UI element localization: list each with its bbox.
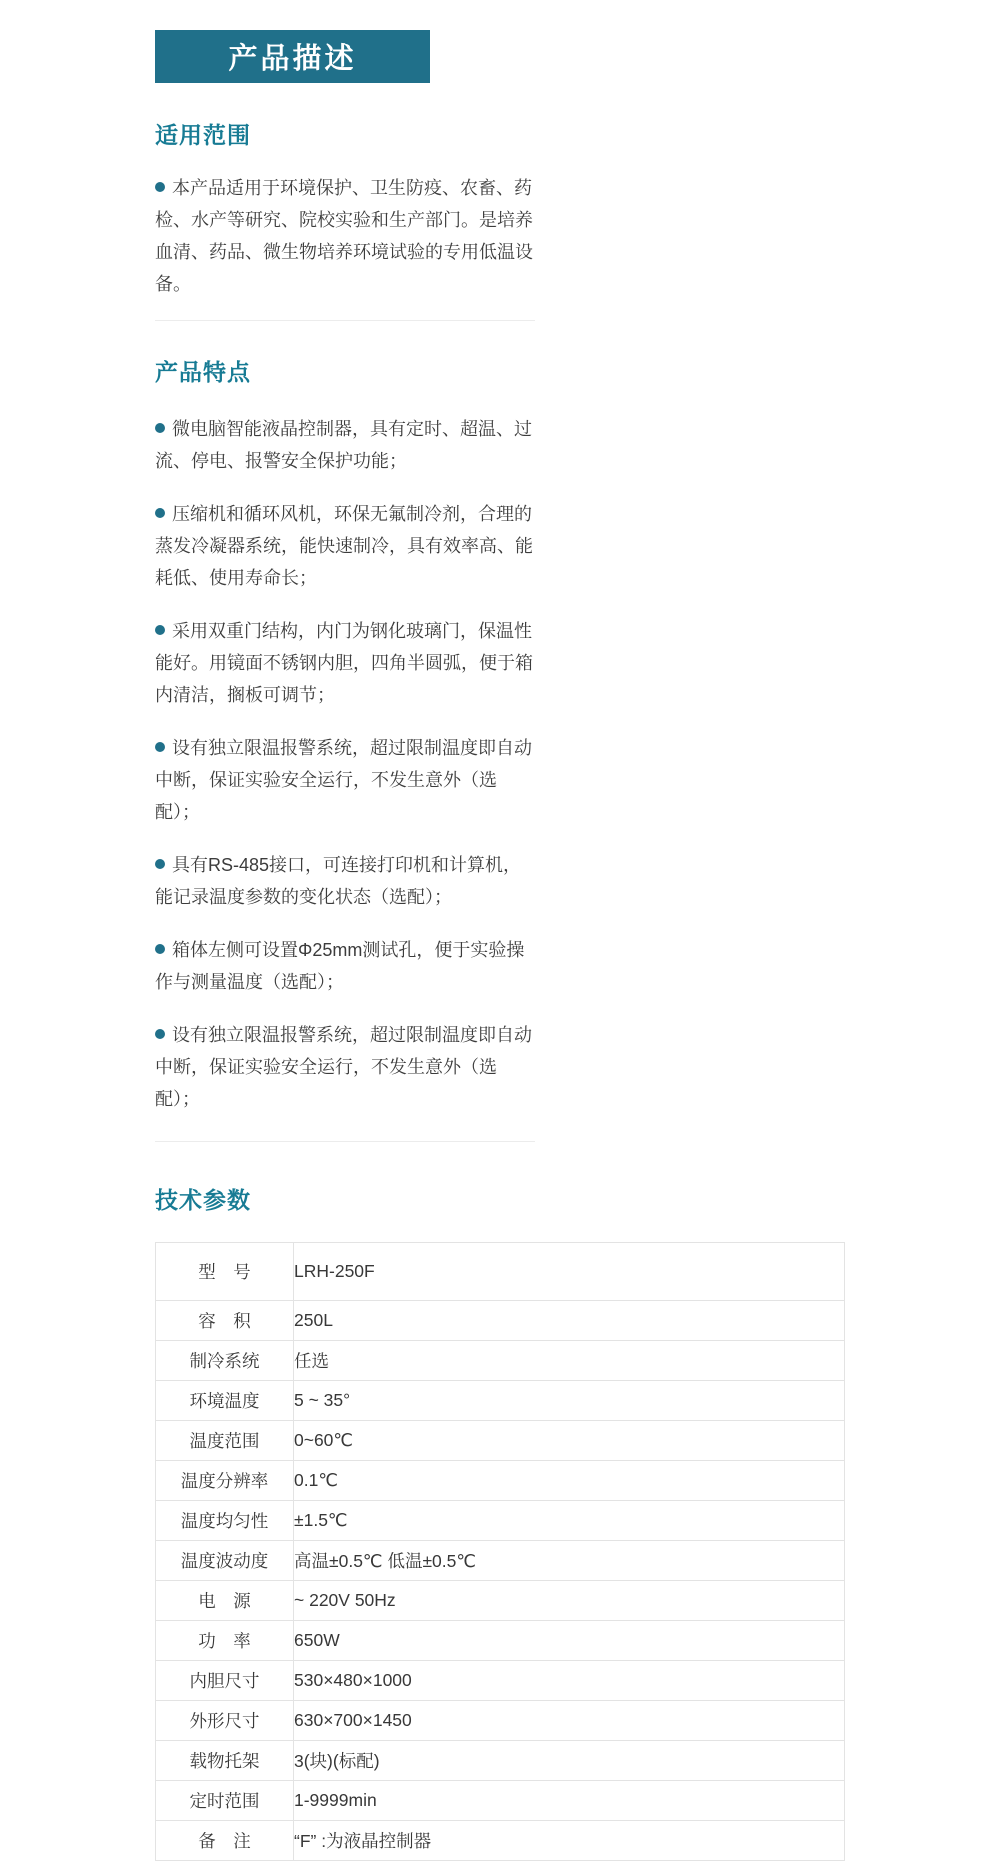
table-row [156,1701,845,1741]
feature-item [155,849,535,913]
spec-value: 250L [294,1301,845,1341]
spec-label: 载物托架 [156,1741,294,1781]
section-heading-features: 产品特点 [155,359,251,385]
bullet-icon [155,423,165,433]
feature-text: 设有独立限温报警系统，超过限制温度即自动中断，保证实验安全运行，不发生意外（选配）； [155,1025,532,1109]
spec-value: 530×480×1000 [294,1661,845,1701]
section-divider [155,1141,535,1142]
table-row [156,1381,845,1421]
feature-text: 压缩机和循环风机，环保无氟制冷剂，合理的蒸发冷凝器系统，能快速制冷，具有效率高、能耗低、使用寿命长； [155,504,533,588]
bullet-icon [155,182,165,192]
spec-value: 0~60℃ [294,1421,845,1461]
feature-text: 设有独立限温报警系统，超过限制温度即自动中断，保证实验安全运行，不发生意外（选配）； [155,738,532,822]
spec-value: 任选 [294,1341,845,1381]
section-heading-scope: 适用范围 [155,122,251,148]
table-row [156,1243,845,1301]
spec-value: 650W [294,1621,845,1661]
spec-value: 1-9999min [294,1781,845,1821]
bullet-icon [155,742,165,752]
spec-label: 功 率 [156,1621,294,1661]
spec-value: 630×700×1450 [294,1701,845,1741]
section-divider [155,320,535,321]
spec-value: 高温±0.5℃ 低温±0.5℃ [294,1541,845,1581]
spec-value: LRH-250F [294,1243,845,1301]
bullet-icon [155,508,165,518]
spec-label: 备 注 [156,1821,294,1861]
badge-title: 产品描述 [228,43,357,75]
table-row [156,1621,845,1661]
spec-label: 温度波动度 [156,1541,294,1581]
feature-item [155,413,535,477]
product-description-badge [155,30,430,83]
spec-value: 0.1℃ [294,1461,845,1501]
table-row [156,1661,845,1701]
bullet-icon [155,859,165,869]
feature-item [155,1019,535,1115]
spec-label: 内胆尺寸 [156,1661,294,1701]
spec-label: 电 源 [156,1581,294,1621]
spec-value: “F” :为液晶控制器 [294,1821,845,1861]
feature-item [155,934,535,998]
feature-text: 具有RS-485接口，可连接打印机和计算机，能记录温度参数的变化状态（选配）； [155,855,522,907]
feature-item [155,615,535,711]
feature-text: 微电脑智能液晶控制器，具有定时、超温、过流、停电、报警安全保护功能； [155,419,532,471]
spec-label: 温度均匀性 [156,1501,294,1541]
feature-text: 箱体左侧可设置Φ25mm测试孔，便于实验操作与测量温度（选配）； [155,940,525,992]
feature-text: 采用双重门结构，内门为钢化玻璃门，保温性能好。用镜面不锈钢内胆，四角半圆弧，便于箱内清洁，搁板可调节； [155,621,533,705]
table-row [156,1581,845,1621]
spec-label: 定时范围 [156,1781,294,1821]
table-row [156,1821,845,1861]
spec-label: 容 积 [156,1301,294,1341]
features-list [155,413,535,1115]
spec-value: 3(块)(标配) [294,1741,845,1781]
table-row [156,1341,845,1381]
table-row [156,1461,845,1501]
spec-label: 外形尺寸 [156,1701,294,1741]
scope-paragraph [155,172,535,300]
bullet-icon [155,944,165,954]
section-heading-specs: 技术参数 [155,1187,251,1213]
table-row [156,1501,845,1541]
bullet-icon [155,1029,165,1039]
spec-label: 环境温度 [156,1381,294,1421]
table-row [156,1301,845,1341]
spec-label: 温度范围 [156,1421,294,1461]
specs-table [155,1242,845,1861]
bullet-icon [155,625,165,635]
spec-label: 温度分辨率 [156,1461,294,1501]
spec-label: 型 号 [156,1243,294,1301]
feature-item [155,732,535,828]
spec-label: 制冷系统 [156,1341,294,1381]
spec-value: ±1.5℃ [294,1501,845,1541]
feature-item [155,498,535,594]
table-row [156,1741,845,1781]
spec-value: ~ 220V 50Hz [294,1581,845,1621]
table-row [156,1781,845,1821]
spec-value: 5 ~ 35° [294,1381,845,1421]
table-row [156,1421,845,1461]
scope-text: 本产品适用于环境保护、卫生防疫、农畜、药检、水产等研究、院校实验和生产部门。是培养血清、药品、微生物培养环境试验的专用低温设备。 [155,178,533,294]
